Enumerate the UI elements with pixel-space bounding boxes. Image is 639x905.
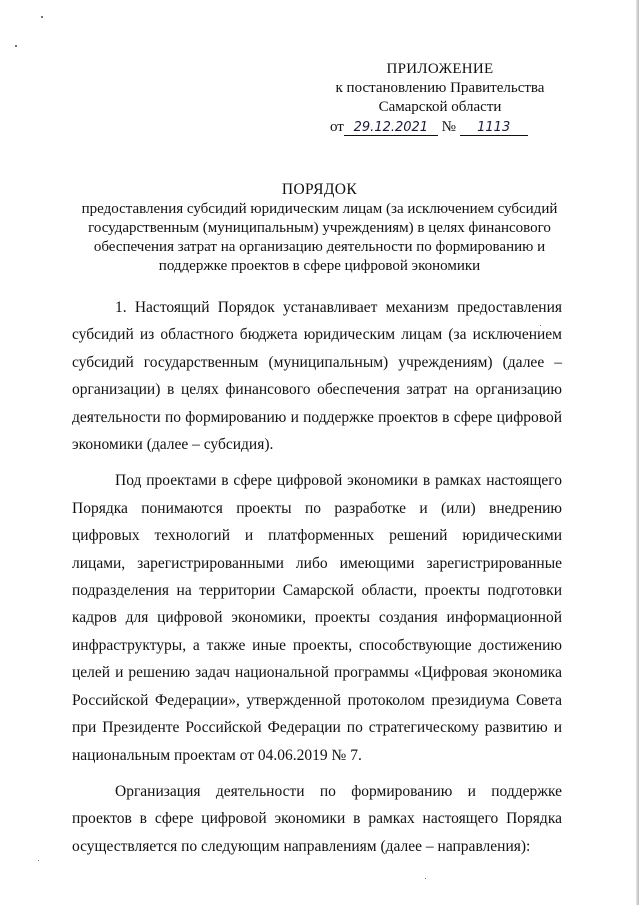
title-line: государственным (муниципальным) учреждениям) в целях финансового bbox=[88, 220, 551, 236]
document-body bbox=[72, 294, 562, 869]
appendix-dateline bbox=[330, 118, 550, 137]
title-line: обеспечения затрат на организацию деятельности по формированию и bbox=[93, 239, 546, 255]
scan-speck bbox=[41, 16, 43, 18]
handwritten-number: 1113 bbox=[460, 120, 528, 136]
scan-speck bbox=[15, 45, 17, 47]
scan-speck bbox=[38, 860, 39, 861]
title-line: поддержке проектов в сфере цифровой экономики bbox=[158, 258, 481, 274]
handwritten-date: 29.12.2021 bbox=[344, 120, 438, 136]
appendix-line-1: к постановлению Правительства bbox=[335, 80, 545, 96]
title-line: предоставления субсидий юридическим лицам (за исключением субсидий bbox=[81, 201, 558, 217]
appendix-title: ПРИЛОЖЕНИЕ bbox=[386, 61, 494, 77]
number-prefix: № bbox=[441, 119, 456, 135]
title-heading: ПОРЯДОК bbox=[281, 181, 358, 198]
paragraph: Под проектами в сфере цифровой экономики в рамках настоящего Порядка понимаются проекты по разработке и (или) внедрению цифровых технологий и платформенных решений юридическими лицами, зарегистрированными либо имеющими зарегистрированные подразделения на территории Самарской области, проекты подготовки кадров для цифровой экономики, проекты создания информационной инфраструктуры, а также иные проекты, способствующие достижению целей и решению задач национальной программы «Цифровая экономика Российской Федерации», утвержденной протоколом президиума Совета при Президенте Российской Федерации по стратегическому развитию и национальным проектам от 04.06.2019 № 7. bbox=[72, 472, 562, 764]
date-prefix: от bbox=[330, 119, 344, 135]
paragraph: 1. Настоящий Порядок устанавливает механизм предоставления субсидий из областного бюджета юридическим лицам (за исключением субсидий государственным (муниципальным) учреждениям) (далее – организации) в целях финансового обеспечения затрат на организацию деятельности по формированию и поддержке проектов в сфере цифровой экономики (далее – субсидия). bbox=[72, 299, 562, 454]
scan-speck bbox=[425, 878, 426, 879]
document-title bbox=[72, 180, 567, 276]
paragraph: Организация деятельности по формированию и поддержке проектов в сфере цифровой экономики в рамках настоящего Порядка осуществляется по следующим направлениям (далее – направления): bbox=[72, 782, 562, 855]
appendix-block bbox=[330, 60, 550, 137]
appendix-line-2: Самарской области bbox=[378, 99, 502, 115]
